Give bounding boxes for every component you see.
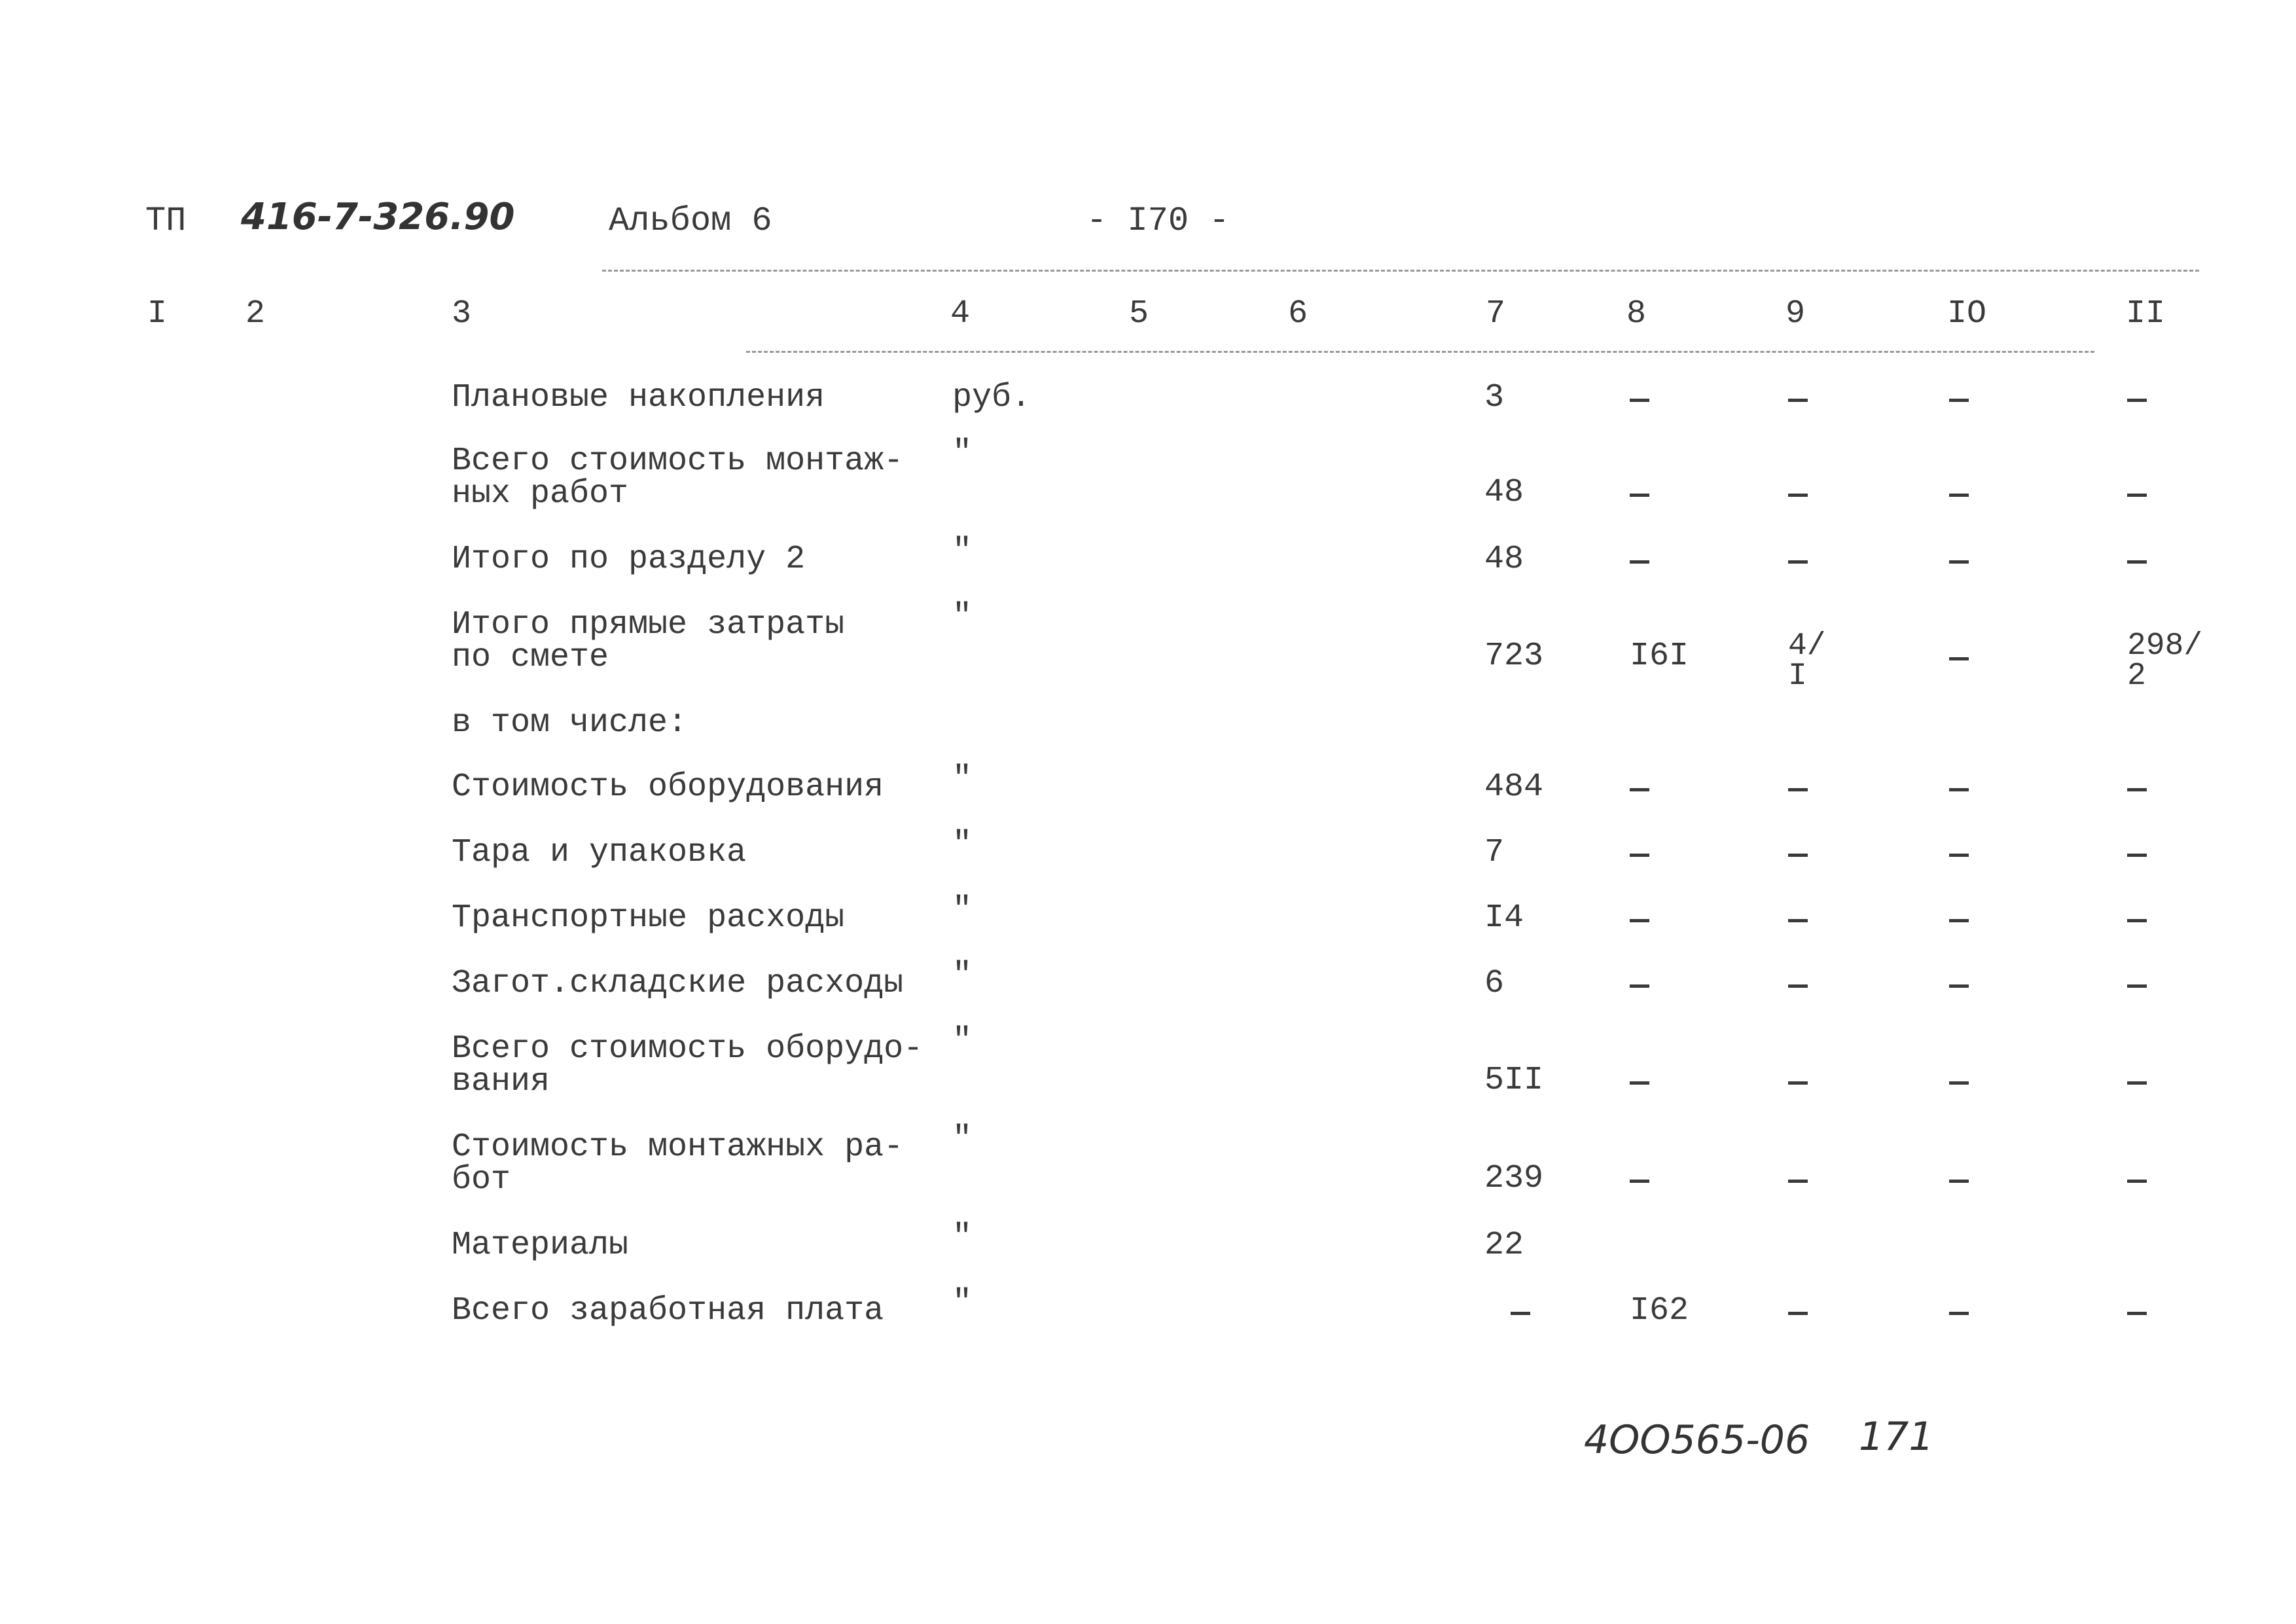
dash-mark (1630, 1180, 1649, 1183)
row-unit: " (952, 1022, 973, 1060)
cell-c11 (2127, 1071, 2131, 1077)
row-name: Стоимость монтажных ра- бот (452, 1128, 904, 1199)
column-number: 5 (1129, 295, 1149, 333)
dash-mark (1630, 788, 1649, 791)
cell-c8 (1630, 843, 1634, 850)
cell-c11 (2127, 1301, 2131, 1308)
cell-c11 (2127, 483, 2131, 490)
row-unit: руб. (952, 379, 1031, 416)
cell-c9 (1788, 1169, 1792, 1176)
cell-c9 (1788, 974, 1792, 981)
cell-c11 (2127, 974, 2131, 981)
row-name: Материалы (452, 1227, 629, 1264)
dash-mark (1630, 919, 1649, 922)
cell-c7: 7 (1484, 834, 1505, 871)
dash-mark (1949, 494, 1969, 497)
cell-c9 (1788, 1301, 1792, 1308)
dash-mark (1949, 657, 1969, 660)
column-number: 8 (1626, 295, 1647, 333)
cell-c8 (1630, 909, 1634, 915)
cell-c10 (1949, 483, 1953, 490)
dash-mark (1949, 788, 1969, 791)
cell-c7: 22 (1484, 1227, 1524, 1264)
cell-c10 (1949, 843, 1953, 850)
cell-c8 (1630, 483, 1634, 490)
cell-c9 (1788, 843, 1792, 850)
cell-c8 (1630, 1169, 1634, 1176)
dash-mark (1630, 494, 1649, 497)
row-name: Всего стоимость оборудо- вания (452, 1030, 924, 1100)
cell-c11: 298/ 2 (2127, 628, 2203, 694)
column-number: IO (1947, 295, 1987, 333)
cell-c8: I6I (1630, 638, 1689, 675)
cell-c8 (1630, 974, 1634, 981)
cell-c8 (1630, 550, 1634, 556)
dash-mark (1949, 1081, 1969, 1085)
cell-c7: 239 (1484, 1160, 1544, 1197)
dash-mark (1630, 399, 1649, 402)
cell-c8: I62 (1630, 1292, 1689, 1329)
dash-mark (1788, 1180, 1808, 1183)
cell-c10 (1949, 778, 1953, 784)
row-name: Итого прямые затраты по смете (452, 606, 845, 676)
dash-mark (2127, 984, 2147, 988)
row-unit: " (952, 598, 973, 636)
cell-c7: 3 (1484, 379, 1505, 416)
cell-c11 (2127, 843, 2131, 850)
row-name: Плановые накопления (452, 379, 825, 416)
sheet-number: 171 (1859, 1414, 1934, 1460)
dash-mark (1788, 854, 1808, 857)
cell-c10 (1949, 909, 1953, 915)
cell-c7: 6 (1484, 965, 1505, 1002)
dash-mark (1630, 560, 1649, 564)
dash-mark (2127, 399, 2147, 402)
column-number: 6 (1288, 295, 1308, 333)
album-label: Альбом 6 (609, 202, 772, 240)
row-unit: " (952, 1219, 973, 1256)
cell-c11 (2127, 1169, 2131, 1176)
cell-c10 (1949, 1169, 1953, 1176)
doc-prefix: ТП (145, 202, 187, 240)
cell-c11 (2127, 909, 2131, 915)
row-name: Стоимость оборудования (452, 768, 884, 806)
row-unit: " (952, 1121, 973, 1158)
cell-c7: 48 (1484, 541, 1524, 578)
row-name: в том числе: (452, 704, 688, 742)
dash-mark (1511, 1312, 1530, 1315)
dash-mark (1949, 919, 1969, 922)
dash-mark (1788, 1312, 1808, 1315)
dash-mark (2127, 1081, 2147, 1085)
row-unit: " (952, 533, 973, 570)
cell-c7 (1511, 1301, 1515, 1308)
dash-mark (2127, 560, 2147, 564)
cell-c10 (1949, 1071, 1953, 1077)
dash-mark (1630, 984, 1649, 988)
cell-c7: I4 (1484, 899, 1524, 937)
row-name: Итого по разделу 2 (452, 541, 806, 578)
dash-mark (2127, 1180, 2147, 1183)
dash-mark (2127, 919, 2147, 922)
dash-mark (2127, 1312, 2147, 1315)
cell-c7: 48 (1484, 474, 1524, 511)
cell-c8 (1630, 778, 1634, 784)
cell-c10 (1949, 550, 1953, 556)
row-unit: " (952, 892, 973, 929)
dash-mark (1949, 1312, 1969, 1315)
dash-mark (1949, 560, 1969, 564)
row-unit: " (952, 826, 973, 863)
dash-mark (1788, 560, 1808, 564)
cell-c9 (1788, 778, 1792, 784)
row-name: Загот.складские расходы (452, 965, 904, 1002)
cell-c9 (1788, 550, 1792, 556)
cell-c10 (1949, 974, 1953, 981)
cell-c10 (1949, 388, 1953, 395)
dash-mark (1949, 1180, 1969, 1183)
cell-c9: 4/ I (1788, 628, 1826, 694)
cell-c9 (1788, 909, 1792, 915)
row-unit: " (952, 435, 973, 472)
dash-mark (1788, 984, 1808, 988)
column-number: 7 (1486, 295, 1506, 333)
column-number: 3 (452, 295, 472, 333)
header-rule (602, 270, 2199, 272)
cell-c9 (1788, 388, 1792, 395)
cell-c8 (1630, 388, 1634, 395)
cell-c8 (1630, 1071, 1634, 1077)
cell-c7: 484 (1484, 768, 1544, 806)
row-name: Всего заработная плата (452, 1292, 884, 1329)
dash-mark (2127, 788, 2147, 791)
column-number: II (2126, 295, 2166, 333)
cell-c11 (2127, 778, 2131, 784)
column-number: 2 (245, 295, 266, 333)
column-number: I (147, 295, 168, 333)
row-name: Транспортные расходы (452, 899, 845, 937)
dash-mark (1949, 984, 1969, 988)
cell-c11 (2127, 550, 2131, 556)
cell-c10 (1949, 647, 1953, 653)
dash-mark (1630, 854, 1649, 857)
dash-mark (1788, 494, 1808, 497)
cell-c10 (1949, 1301, 1953, 1308)
cell-c11 (2127, 388, 2131, 395)
row-unit: " (952, 957, 973, 994)
column-number: 9 (1785, 295, 1806, 333)
dash-mark (1949, 854, 1969, 857)
dash-mark (1788, 399, 1808, 402)
dash-mark (1630, 1081, 1649, 1085)
dash-mark (1949, 399, 1969, 402)
dash-mark (2127, 494, 2147, 497)
row-name: Тара и упаковка (452, 834, 747, 871)
dash-mark (1788, 788, 1808, 791)
row-name: Всего стоимость монтаж- ных работ (452, 442, 904, 513)
dash-mark (2127, 854, 2147, 857)
cell-c7: 5II (1484, 1062, 1544, 1099)
dash-mark (1788, 1081, 1808, 1085)
row-unit: " (952, 1284, 973, 1322)
cell-c9 (1788, 1071, 1792, 1077)
dash-mark (1788, 919, 1808, 922)
inventory-number: 4ОО565-06 (1584, 1417, 1810, 1463)
page-number: - I70 - (1086, 202, 1230, 240)
column-rule (746, 351, 2094, 353)
cell-c9 (1788, 483, 1792, 490)
cell-c7: 723 (1484, 638, 1544, 675)
doc-number: 416-7-326.90 (241, 196, 515, 238)
row-unit: " (952, 761, 973, 798)
column-number: 4 (950, 295, 971, 333)
